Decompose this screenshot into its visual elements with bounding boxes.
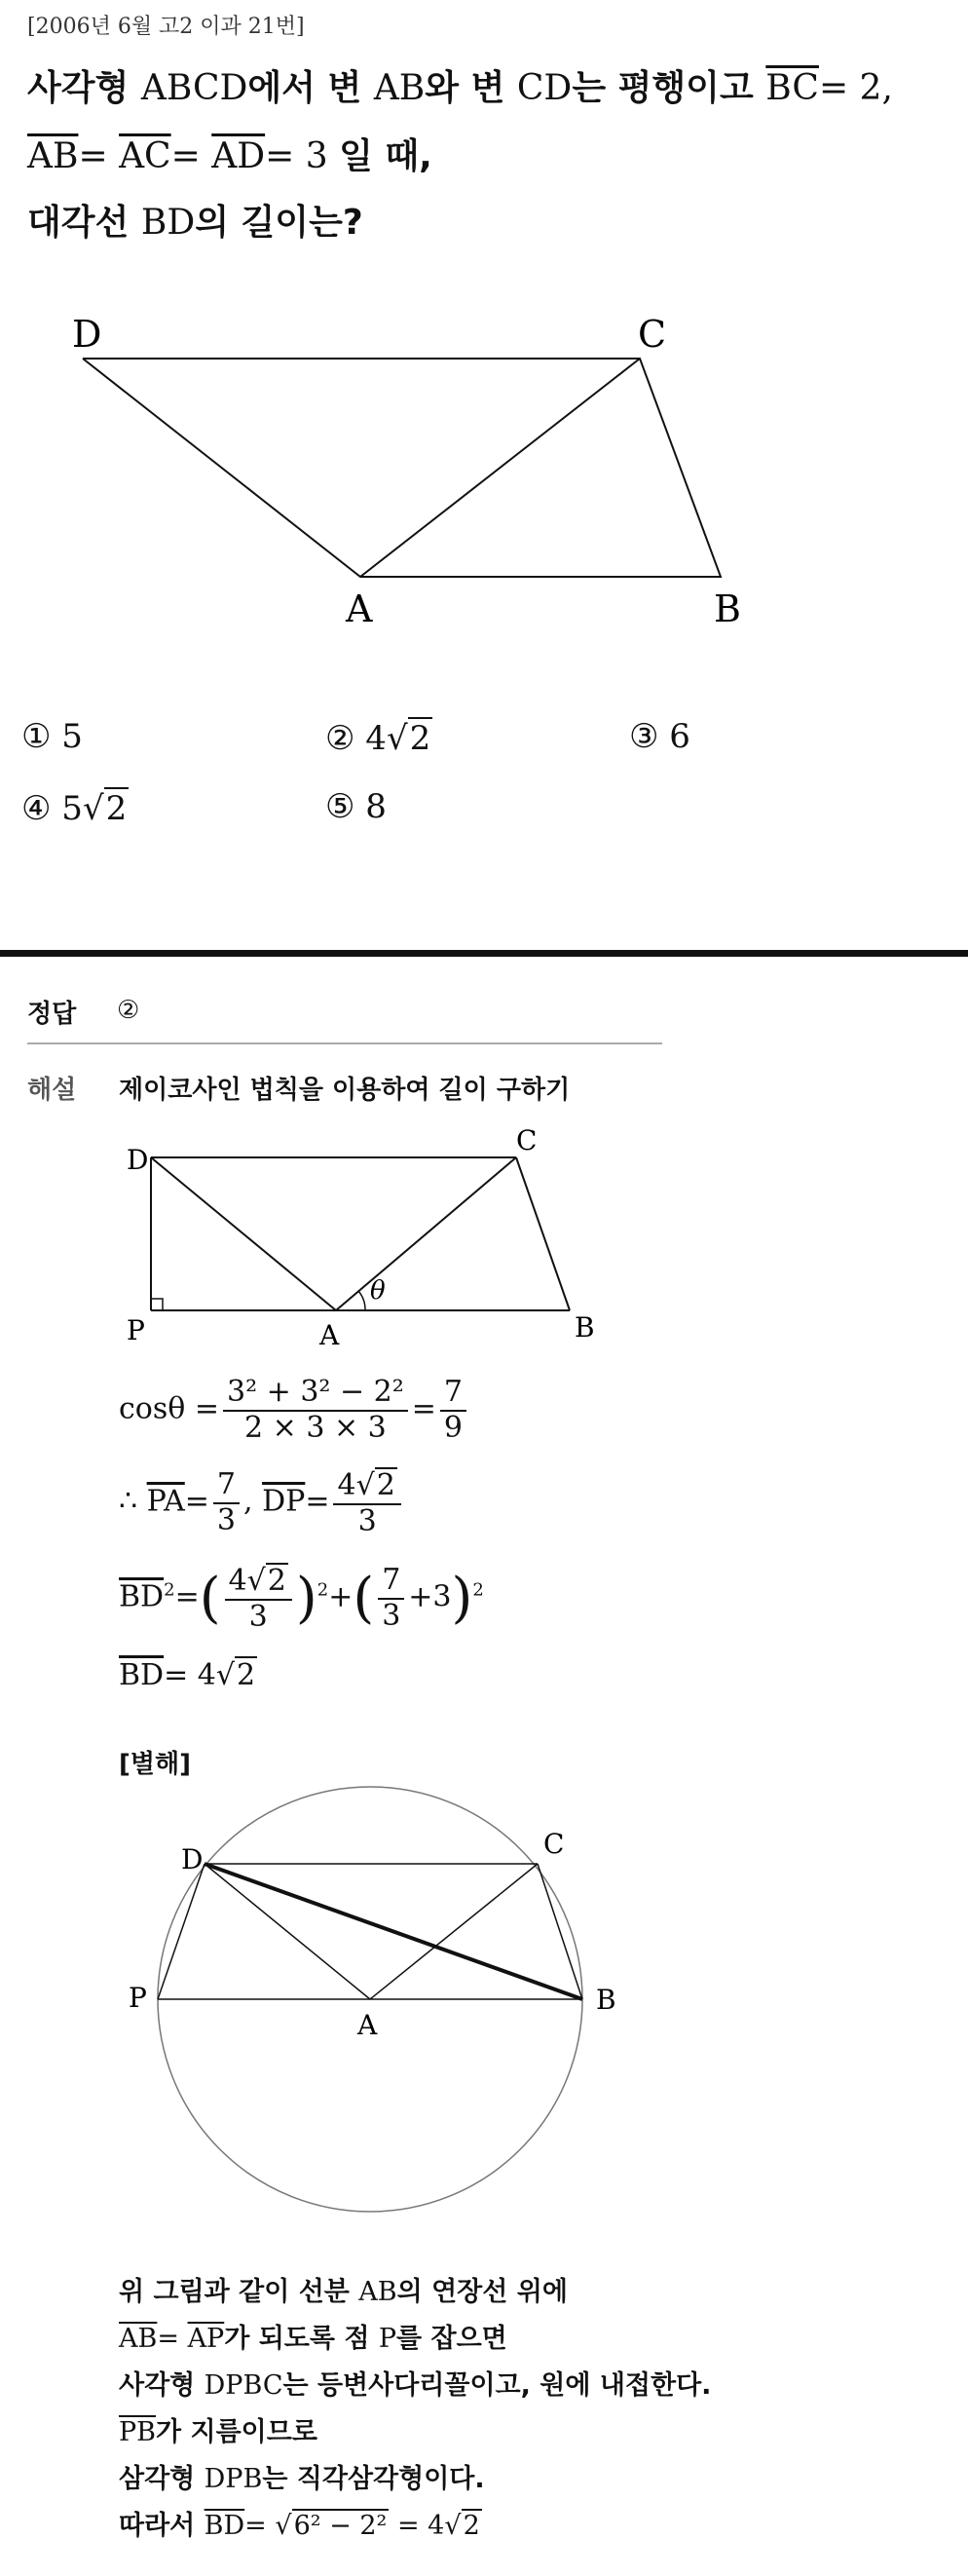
radicand: 2 — [267, 1564, 286, 1598]
label-a: A — [319, 1319, 340, 1351]
exp-math-segment: $\overline{AB}$ — [119, 2324, 158, 2354]
denominator: 2 × 3 × 3 — [244, 1410, 387, 1445]
segment-name: $\overline{BD}$ — [119, 1658, 165, 1692]
diagonal-bd — [205, 1864, 582, 1999]
eq-text: = — [305, 1484, 330, 1519]
label-c: C — [638, 313, 667, 356]
eq-text: , — [242, 1484, 253, 1519]
q-math: ABCD — [140, 68, 248, 108]
denominator: 3 — [357, 1503, 377, 1538]
figure-trapezoid — [0, 292, 968, 643]
label-p: P — [127, 1314, 145, 1346]
answer-label: 정답 — [27, 1000, 77, 1029]
segment-da — [151, 1157, 336, 1310]
denominator: 3 — [216, 1502, 236, 1537]
q-text: 사각형 — [27, 68, 141, 108]
radicand: 2 — [237, 1658, 256, 1692]
exp-math: DPBC — [204, 2370, 283, 2401]
q-math-segment: $\overline{AB}$ — [27, 136, 79, 176]
q-math-segment: $\overline{AC}$ — [119, 136, 171, 176]
explanation-line-4 — [119, 2410, 317, 2448]
exp-text: 따라서 — [119, 2511, 205, 2541]
eq-text: = — [411, 1391, 436, 1426]
exp-math-segment: $\overline{AP}$ — [187, 2324, 225, 2354]
eq-text: +3 — [408, 1579, 452, 1614]
solution-title: 제이코사인 법칙을 이용하여 길이 구하기 — [119, 1076, 571, 1105]
right-angle-mark — [151, 1299, 163, 1310]
eq-text: cosθ = — [119, 1391, 219, 1426]
exponent: 2 — [472, 1579, 484, 1601]
exp-math: P — [378, 2324, 397, 2354]
eq-text: ∴ — [119, 1484, 138, 1519]
numerator — [225, 1563, 292, 1601]
fraction — [440, 1376, 466, 1445]
equation-pa-dp — [119, 1467, 405, 1538]
explanation-line-2 — [119, 2317, 507, 2355]
label-a: A — [346, 587, 373, 630]
exp-text: 는 등변사다리꼴이고, 원에 내접한다. — [282, 2370, 712, 2401]
exp-math: = 4 — [389, 2511, 445, 2541]
numerator: 7 — [213, 1468, 240, 1504]
exp-math: DPB — [204, 2464, 263, 2494]
explanation-line-1 — [119, 2270, 568, 2308]
label-a: A — [357, 2009, 378, 2041]
radicand: 2 — [409, 719, 431, 758]
figure-circle — [0, 1783, 968, 2241]
q-math: AB — [373, 68, 426, 108]
choice-2[interactable] — [325, 717, 432, 758]
q-math-segment: $\overline{AD}$ — [211, 136, 266, 176]
fraction — [225, 1563, 292, 1634]
radicand: 2 — [376, 1468, 395, 1502]
angle-arc — [358, 1291, 365, 1310]
segment-name: $\overline{DP}$ — [262, 1484, 306, 1519]
choice-value: 5 — [61, 789, 83, 828]
numerator: 7 — [378, 1564, 404, 1600]
sqrt: √2 — [386, 719, 431, 758]
choice-value: 8 — [365, 787, 387, 826]
exp-text: 삼각형 — [119, 2464, 205, 2494]
exp-text: 를 잡으면 — [396, 2324, 507, 2354]
exp-math: = — [157, 2324, 188, 2354]
sqrt: √2 — [82, 789, 128, 828]
eq-text: = 4 — [164, 1658, 216, 1692]
segment-dp — [158, 1864, 205, 1999]
denominator: 3 — [248, 1599, 268, 1634]
sqrt: √2 — [215, 1658, 256, 1692]
q-text: 의 길이는? — [195, 203, 363, 243]
section-divider — [0, 950, 968, 957]
q-text: 에서 변 — [247, 68, 374, 108]
numerator — [333, 1467, 400, 1505]
q-math: = 2, — [818, 68, 893, 108]
exp-math-segment: $\overline{BD}$ — [204, 2511, 245, 2541]
segment-ac — [336, 1157, 516, 1310]
exp-text: 사각형 — [119, 2370, 205, 2401]
exp-math-segment: $\overline{PB}$ — [119, 2417, 157, 2447]
label-theta: θ — [370, 1276, 386, 1306]
fraction — [223, 1376, 408, 1445]
paren-open: ( — [199, 1567, 221, 1630]
equation-bd-squared — [119, 1563, 484, 1634]
eq-text: = — [174, 1579, 200, 1614]
segment-ac — [360, 359, 640, 577]
sqrt: √2 — [355, 1468, 395, 1502]
q-math: = — [170, 136, 212, 176]
alt-solution-label: [별해] — [119, 1750, 191, 1779]
q-math: CD — [516, 68, 573, 108]
exp-text: 위 그림과 같이 선분 — [119, 2277, 359, 2307]
denominator: 9 — [443, 1410, 463, 1445]
q-text: 는 평행이고 — [572, 68, 766, 108]
segment-name: $\overline{BD}$ — [119, 1579, 165, 1614]
choice-value: 5 — [61, 717, 83, 756]
label-b: B — [596, 1984, 616, 2016]
radicand: 2 — [105, 789, 128, 828]
sqrt: √6² − 2² — [275, 2511, 388, 2541]
paren-close: ) — [295, 1567, 317, 1630]
label-d: D — [181, 1843, 204, 1875]
explanation-line-3 — [119, 2364, 711, 2402]
segment-cb — [538, 1864, 582, 1999]
eq-text: 4 — [337, 1468, 356, 1502]
exp-math: AB — [358, 2277, 397, 2307]
choice-4[interactable] — [21, 787, 129, 828]
segment-cb — [516, 1157, 570, 1310]
question-line-2 — [27, 129, 432, 178]
question-line-1 — [27, 60, 893, 110]
fraction — [333, 1467, 400, 1538]
q-text: 대각선 — [27, 203, 141, 243]
denominator: 3 — [382, 1598, 401, 1633]
exp-text: 의 연장선 위에 — [396, 2277, 568, 2307]
sqrt: √2 — [246, 1564, 286, 1598]
label-c: C — [516, 1124, 538, 1156]
numerator: 3² + 3² − 2² — [223, 1376, 408, 1412]
question-line-3 — [27, 195, 363, 245]
numerator: 7 — [440, 1376, 466, 1412]
source-label: [2006년 6월 고2 이과 21번] — [27, 15, 305, 39]
choice-value: 4 — [365, 719, 387, 758]
label-d: D — [127, 1144, 149, 1176]
choice-value: 6 — [669, 717, 690, 756]
exp-math: = — [244, 2511, 276, 2541]
exp-text: 는 직각삼각형이다. — [262, 2464, 485, 2494]
solution-label: 해설 — [27, 1076, 77, 1105]
q-math: = 3 — [265, 136, 340, 176]
label-b: B — [575, 1311, 595, 1344]
label-d: D — [72, 313, 102, 356]
choice-1[interactable] — [21, 717, 83, 756]
paren-open: ( — [353, 1567, 375, 1630]
sqrt: √2 — [444, 2511, 480, 2541]
choice-3[interactable] — [629, 717, 690, 756]
exp-text: 가 되도록 점 — [224, 2324, 379, 2354]
radicand: 2 — [463, 2511, 480, 2541]
fraction — [378, 1564, 404, 1633]
radicand: 6² − 2² — [293, 2511, 388, 2541]
explanation-line-6 — [119, 2504, 482, 2542]
exp-text: 가 지름이므로 — [156, 2417, 317, 2447]
fraction — [213, 1468, 240, 1537]
choice-number: ③ — [629, 717, 659, 756]
choice-number: ② — [325, 719, 355, 758]
exponent: 2 — [164, 1579, 175, 1601]
segment-da — [205, 1864, 370, 1999]
eq-text: 4 — [228, 1564, 247, 1598]
label-b: B — [714, 587, 741, 630]
answer-value: ② — [117, 996, 140, 1025]
figure-solution-1 — [0, 1120, 968, 1364]
equation-cos — [119, 1376, 470, 1445]
answer-underline — [27, 1042, 662, 1044]
eq-text: + — [328, 1579, 354, 1614]
segment-name: $\overline{PA}$ — [146, 1484, 185, 1519]
choice-number: ⑤ — [325, 787, 355, 826]
paren-close: ) — [451, 1567, 473, 1630]
explanation-line-5 — [119, 2457, 485, 2495]
q-math: = — [78, 136, 120, 176]
equation-bd — [119, 1656, 257, 1692]
q-text: 일 때, — [339, 136, 432, 176]
q-math: BD — [140, 203, 196, 243]
eq-text: = — [184, 1484, 209, 1519]
choice-number: ① — [21, 717, 52, 756]
q-text: 와 변 — [425, 68, 517, 108]
choice-number: ④ — [21, 789, 52, 828]
exponent: 2 — [316, 1579, 329, 1601]
choice-5[interactable] — [325, 787, 387, 826]
label-p: P — [129, 1982, 147, 2014]
q-math-segment: $\overline{BC}$ — [765, 68, 819, 108]
label-c: C — [543, 1828, 565, 1860]
